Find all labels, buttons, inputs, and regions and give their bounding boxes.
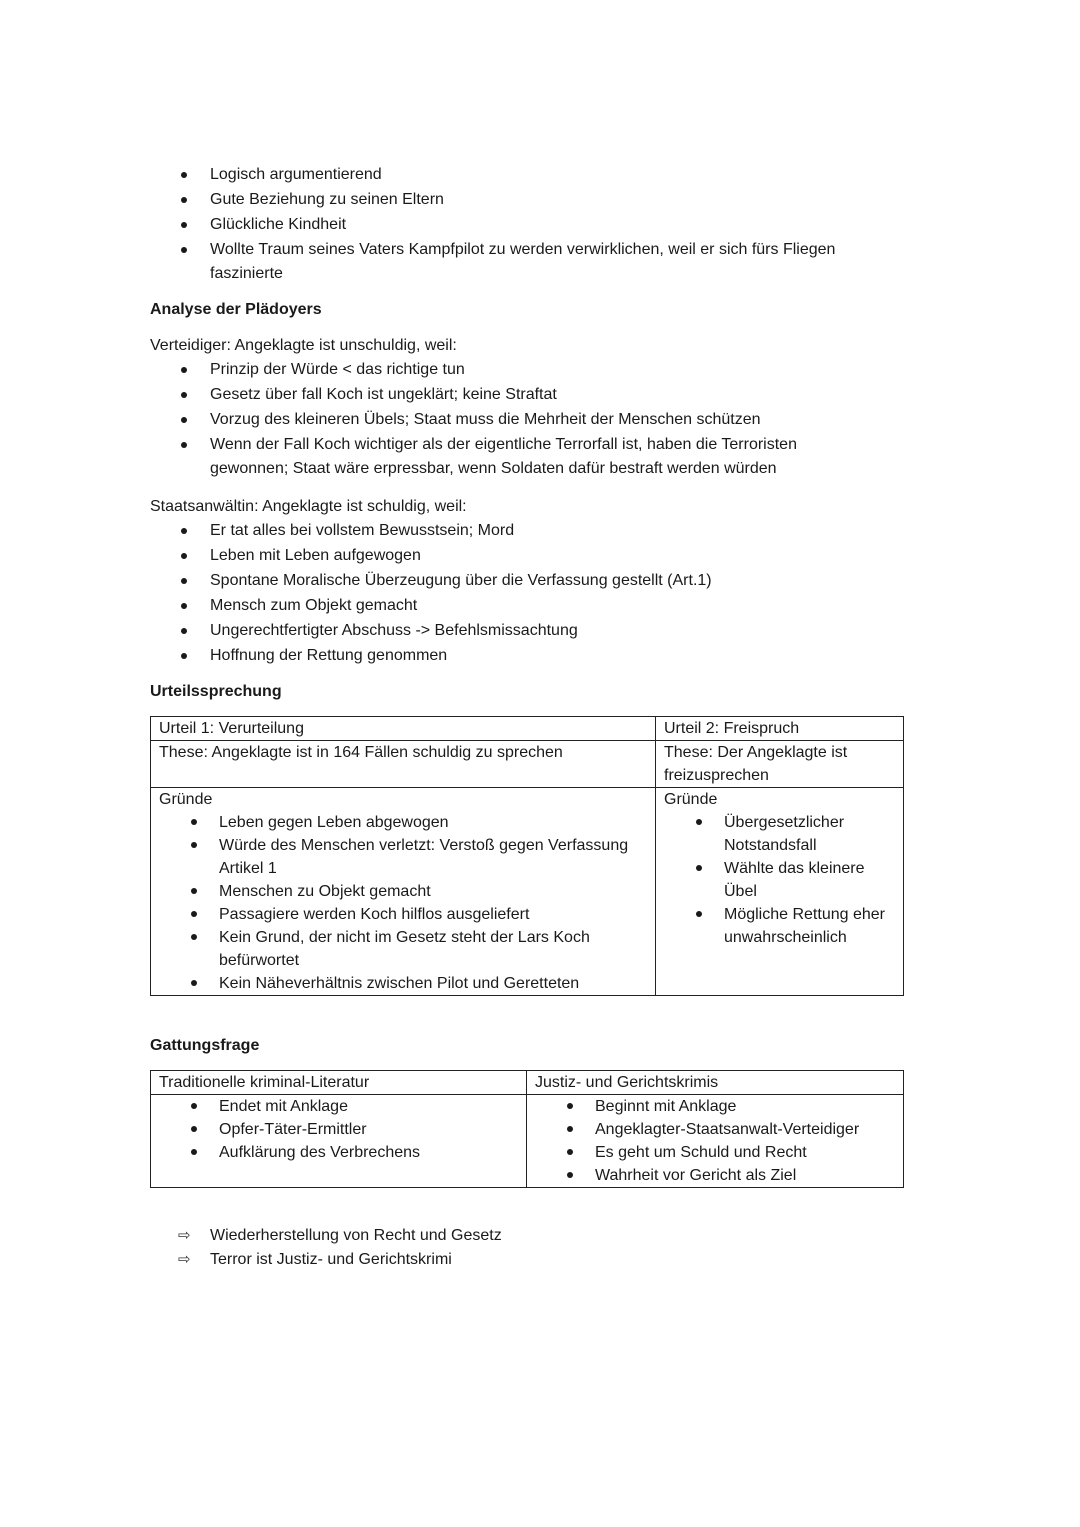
gattung-col1-title: Traditionelle kriminal-Literatur: [151, 1071, 527, 1095]
list-item: Es geht um Schuld und Recht: [535, 1141, 895, 1164]
character-traits-list: [150, 163, 890, 286]
list-item: Passagiere werden Koch hilflos ausgeliefert: [159, 903, 647, 926]
staatsanwaeltin-intro: Staatsanwältin: Angeklagte ist schuldig, weil:: [150, 498, 467, 515]
gattung-table: [150, 1070, 904, 1188]
list-item: Endet mit Anklage: [159, 1095, 518, 1118]
verteidiger-intro: Verteidiger: Angeklagte ist unschuldig, weil:: [150, 337, 457, 354]
list-item: Mögliche Rettung eher unwahrscheinlich: [664, 903, 895, 949]
section-heading-urteil: Urteilssprechung: [150, 683, 282, 700]
list-item: Prinzip der Würde < das richtige tun: [150, 358, 850, 382]
list-item: Er tat alles bei vollstem Bewusstsein; Mord: [150, 519, 910, 543]
gruende-label: Gründe: [664, 791, 718, 808]
list-item: Kein Grund, der nicht im Gesetz steht der Lars Koch befürwortet: [159, 926, 647, 972]
urteil1-these: These: Angeklagte ist in 164 Fällen schuldig zu sprechen: [151, 741, 656, 788]
list-item: Glückliche Kindheit: [150, 213, 890, 237]
urteil1-title: Urteil 1: Verurteilung: [151, 717, 656, 741]
list-item: Spontane Moralische Überzeugung über die Verfassung gestellt (Art.1): [150, 569, 910, 593]
list-item: [150, 1248, 910, 1272]
list-item: Logisch argumentierend: [150, 163, 890, 187]
urteil2-these: These: Der Angeklagte ist freizusprechen: [656, 741, 904, 788]
section-heading-gattung: Gattungsfrage: [150, 1037, 260, 1054]
list-item: Wollte Traum seines Vaters Kampfpilot zu werden verwirklichen, weil er sich fürs Fliegen faszinierte: [150, 238, 890, 286]
urteil-table: [150, 716, 904, 996]
gattung-col1-points: [151, 1095, 527, 1188]
list-item: Leben mit Leben aufgewogen: [150, 544, 910, 568]
list-item: Menschen zu Objekt gemacht: [159, 880, 647, 903]
conclusion-text: Wiederherstellung von Recht und Gesetz: [210, 1227, 502, 1244]
arrow-right-icon: ⇨: [178, 1227, 191, 1244]
list-item: Wahrheit vor Gericht als Ziel: [535, 1164, 895, 1187]
verteidiger-points: [150, 358, 850, 481]
list-item: Opfer-Täter-Ermittler: [159, 1118, 518, 1141]
list-item: Wählte das kleinere Übel: [664, 857, 895, 903]
list-item: Wenn der Fall Koch wichtiger als der eigentliche Terrorfall ist, haben die Terroristen gewonnen; Staat wäre erpressbar, wenn Soldaten dafür bestraft werden würden: [150, 433, 850, 481]
list-item: Hoffnung der Rettung genommen: [150, 644, 910, 668]
list-item: Mensch zum Objekt gemacht: [150, 594, 910, 618]
gattung-col2-list: [535, 1095, 895, 1187]
gattung-col2-title: Justiz- und Gerichtskrimis: [527, 1071, 904, 1095]
list-item: Gesetz über fall Koch ist ungeklärt; keine Straftat: [150, 383, 850, 407]
urteil2-gruende: [656, 788, 904, 996]
urteil1-gruende-list: [159, 811, 647, 995]
list-item: [150, 1224, 910, 1248]
conclusion-text: Terror ist Justiz- und Gerichtskrimi: [210, 1251, 452, 1268]
list-item: Vorzug des kleineren Übels; Staat muss die Mehrheit der Menschen schützen: [150, 408, 850, 432]
gruende-label: Gründe: [159, 791, 213, 808]
list-item: Angeklagter-Staatsanwalt-Verteidiger: [535, 1118, 895, 1141]
urteil1-gruende: [151, 788, 656, 996]
arrow-right-icon: ⇨: [178, 1251, 191, 1268]
list-item: Beginnt mit Anklage: [535, 1095, 895, 1118]
conclusion-list: [150, 1224, 910, 1272]
list-item: Übergesetzlicher Notstandsfall: [664, 811, 895, 857]
urteil2-title: Urteil 2: Freispruch: [656, 717, 904, 741]
document-content: [150, 163, 910, 1272]
list-item: Leben gegen Leben abgewogen: [159, 811, 647, 834]
gattung-col2-points: [527, 1095, 904, 1188]
list-item: Würde des Menschen verletzt: Verstoß gegen Verfassung Artikel 1: [159, 834, 647, 880]
list-item: Kein Näheverhältnis zwischen Pilot und Geretteten: [159, 972, 647, 995]
urteil2-gruende-list: [664, 811, 895, 949]
gattung-col1-list: [159, 1095, 518, 1164]
section-heading-analyse: Analyse der Plädoyers: [150, 301, 322, 318]
list-item: Aufklärung des Verbrechens: [159, 1141, 518, 1164]
staatsanwaeltin-points: [150, 519, 910, 668]
list-item: Ungerechtfertigter Abschuss -> Befehlsmissachtung: [150, 619, 910, 643]
list-item: Gute Beziehung zu seinen Eltern: [150, 188, 890, 212]
